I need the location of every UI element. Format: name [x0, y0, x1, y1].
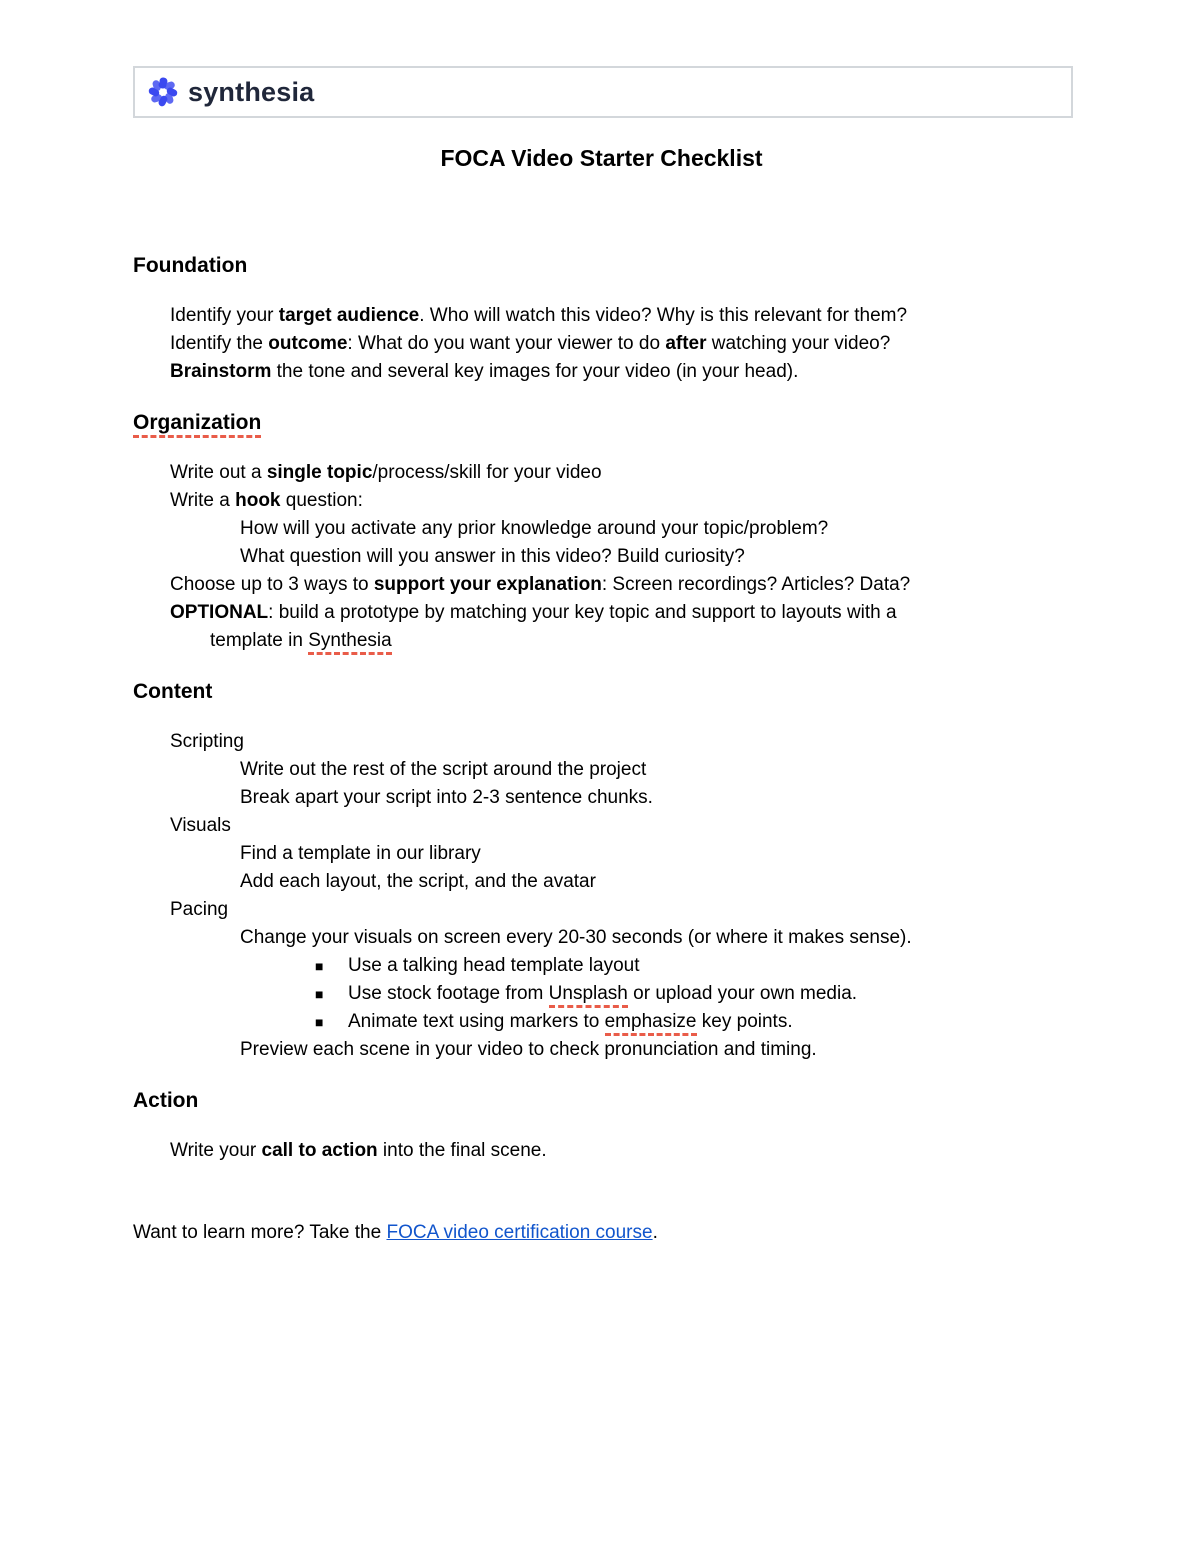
- foca-course-link[interactable]: FOCA video certification course: [386, 1222, 653, 1243]
- heading-text: Foundation: [133, 254, 248, 277]
- text-line: [133, 330, 1070, 358]
- text-line: [133, 728, 1070, 756]
- text-segment: Write your: [170, 1140, 262, 1161]
- text-segment: into the final scene.: [377, 1140, 547, 1161]
- text-segment: Change your visuals on screen every 20-30 seconds (or where it makes sense).: [240, 927, 912, 948]
- squiggle-word: Organization: [133, 411, 261, 438]
- text-segment: What question will you answer in this video? Build curiosity?: [240, 546, 745, 567]
- section-action: [133, 1087, 1070, 1165]
- text-segment: or upload your own media.: [627, 983, 858, 1004]
- text-line: [133, 571, 1070, 599]
- text-segment: Brainstorm: [170, 361, 272, 382]
- text-segment: Identify the: [170, 333, 269, 354]
- text-line: [133, 980, 1070, 1008]
- text-segment: Pacing: [170, 899, 229, 920]
- text-segment: outcome: [268, 333, 348, 354]
- text-segment: Use a talking head template layout: [348, 955, 640, 976]
- section-organization: [133, 409, 1070, 655]
- text-line: [133, 487, 1070, 515]
- text-line: [133, 840, 1070, 868]
- squiggle-word: emphasize: [605, 1011, 697, 1036]
- text-line: [133, 515, 1070, 543]
- text-segment: . Who will watch this video? Why is this relevant for them?: [419, 305, 908, 326]
- text-line: [133, 812, 1070, 840]
- text-segment: call to action: [261, 1140, 378, 1161]
- synthesia-pinwheel-icon: [147, 76, 179, 108]
- text-line: [133, 756, 1070, 784]
- heading-text: Content: [133, 680, 213, 703]
- text-segment: : build a prototype by matching your key topic and support to layouts with a: [268, 602, 897, 623]
- text-segment: Add each layout, the script, and the avatar: [240, 871, 596, 892]
- text-segment: Animate text using markers to: [348, 1011, 605, 1032]
- text-line: [133, 358, 1070, 386]
- text-segment: key points.: [696, 1011, 793, 1032]
- text-line: [133, 784, 1070, 812]
- text-segment: Identify your: [170, 305, 279, 326]
- text-segment: target audience: [278, 305, 420, 326]
- text-segment: .: [652, 1222, 658, 1243]
- text-segment: after: [665, 333, 707, 354]
- text-segment: Preview each scene in your video to check pronunciation and timing.: [240, 1039, 817, 1060]
- section-heading: [133, 409, 1070, 437]
- text-segment: Scripting: [170, 731, 244, 752]
- text-line: [133, 302, 1070, 330]
- text-segment: the tone and several key images for your video (in your head).: [271, 361, 799, 382]
- square-bullet-icon: ■: [315, 1014, 324, 1030]
- text-line: [133, 543, 1070, 571]
- text-segment: /process/skill for your video: [372, 462, 602, 483]
- squiggle-word: Unsplash: [549, 983, 628, 1008]
- text-segment: Use stock footage from: [348, 983, 549, 1004]
- text-segment: Write out the rest of the script around the project: [240, 759, 647, 780]
- logo-box: [133, 66, 1073, 118]
- text-segment: template in: [210, 630, 309, 651]
- text-segment: hook: [235, 490, 281, 511]
- text-segment: Visuals: [170, 815, 231, 836]
- document-body: [133, 252, 1070, 1165]
- text-segment: : Screen recordings? Articles? Data?: [601, 574, 911, 595]
- text-segment: : What do you want your viewer to do: [347, 333, 666, 354]
- text-line: [133, 1137, 1070, 1165]
- document-title: FOCA Video Starter Checklist: [440, 145, 763, 171]
- text-segment: Write a: [170, 490, 236, 511]
- text-line: [133, 896, 1070, 924]
- text-segment: watching your video?: [706, 333, 891, 354]
- text-segment: Want to learn more? Take the: [133, 1222, 387, 1243]
- text-line: [133, 924, 1070, 952]
- text-segment: single topic: [266, 462, 373, 483]
- text-line: [133, 599, 1070, 627]
- section-heading: [133, 1087, 1070, 1115]
- text-segment: support your explanation: [373, 574, 602, 595]
- squiggle-word: Synthesia: [308, 630, 391, 655]
- text-segment: Choose up to 3 ways to: [170, 574, 374, 595]
- text-line: [133, 952, 1070, 980]
- section-foundation: [133, 252, 1070, 386]
- text-line: [133, 868, 1070, 896]
- text-line: [133, 1008, 1070, 1036]
- text-line: [133, 627, 1070, 655]
- text-line: [133, 1036, 1070, 1064]
- text-line: [133, 459, 1070, 487]
- text-segment: question:: [280, 490, 363, 511]
- text-segment: Find a template in our library: [240, 843, 481, 864]
- section-content: [133, 678, 1070, 1064]
- text-segment: Break apart your script into 2-3 sentence chunks.: [240, 787, 653, 808]
- heading-text: Action: [133, 1089, 199, 1112]
- section-heading: [133, 252, 1070, 280]
- synthesia-logo-text: synthesia: [188, 77, 315, 107]
- square-bullet-icon: ■: [315, 958, 324, 974]
- footer-line: [133, 1219, 1070, 1247]
- square-bullet-icon: ■: [315, 986, 324, 1002]
- text-segment: Write out a: [170, 462, 267, 483]
- text-segment: How will you activate any prior knowledge around your topic/problem?: [240, 518, 829, 539]
- text-segment: OPTIONAL: [170, 602, 269, 623]
- section-heading: [133, 678, 1070, 706]
